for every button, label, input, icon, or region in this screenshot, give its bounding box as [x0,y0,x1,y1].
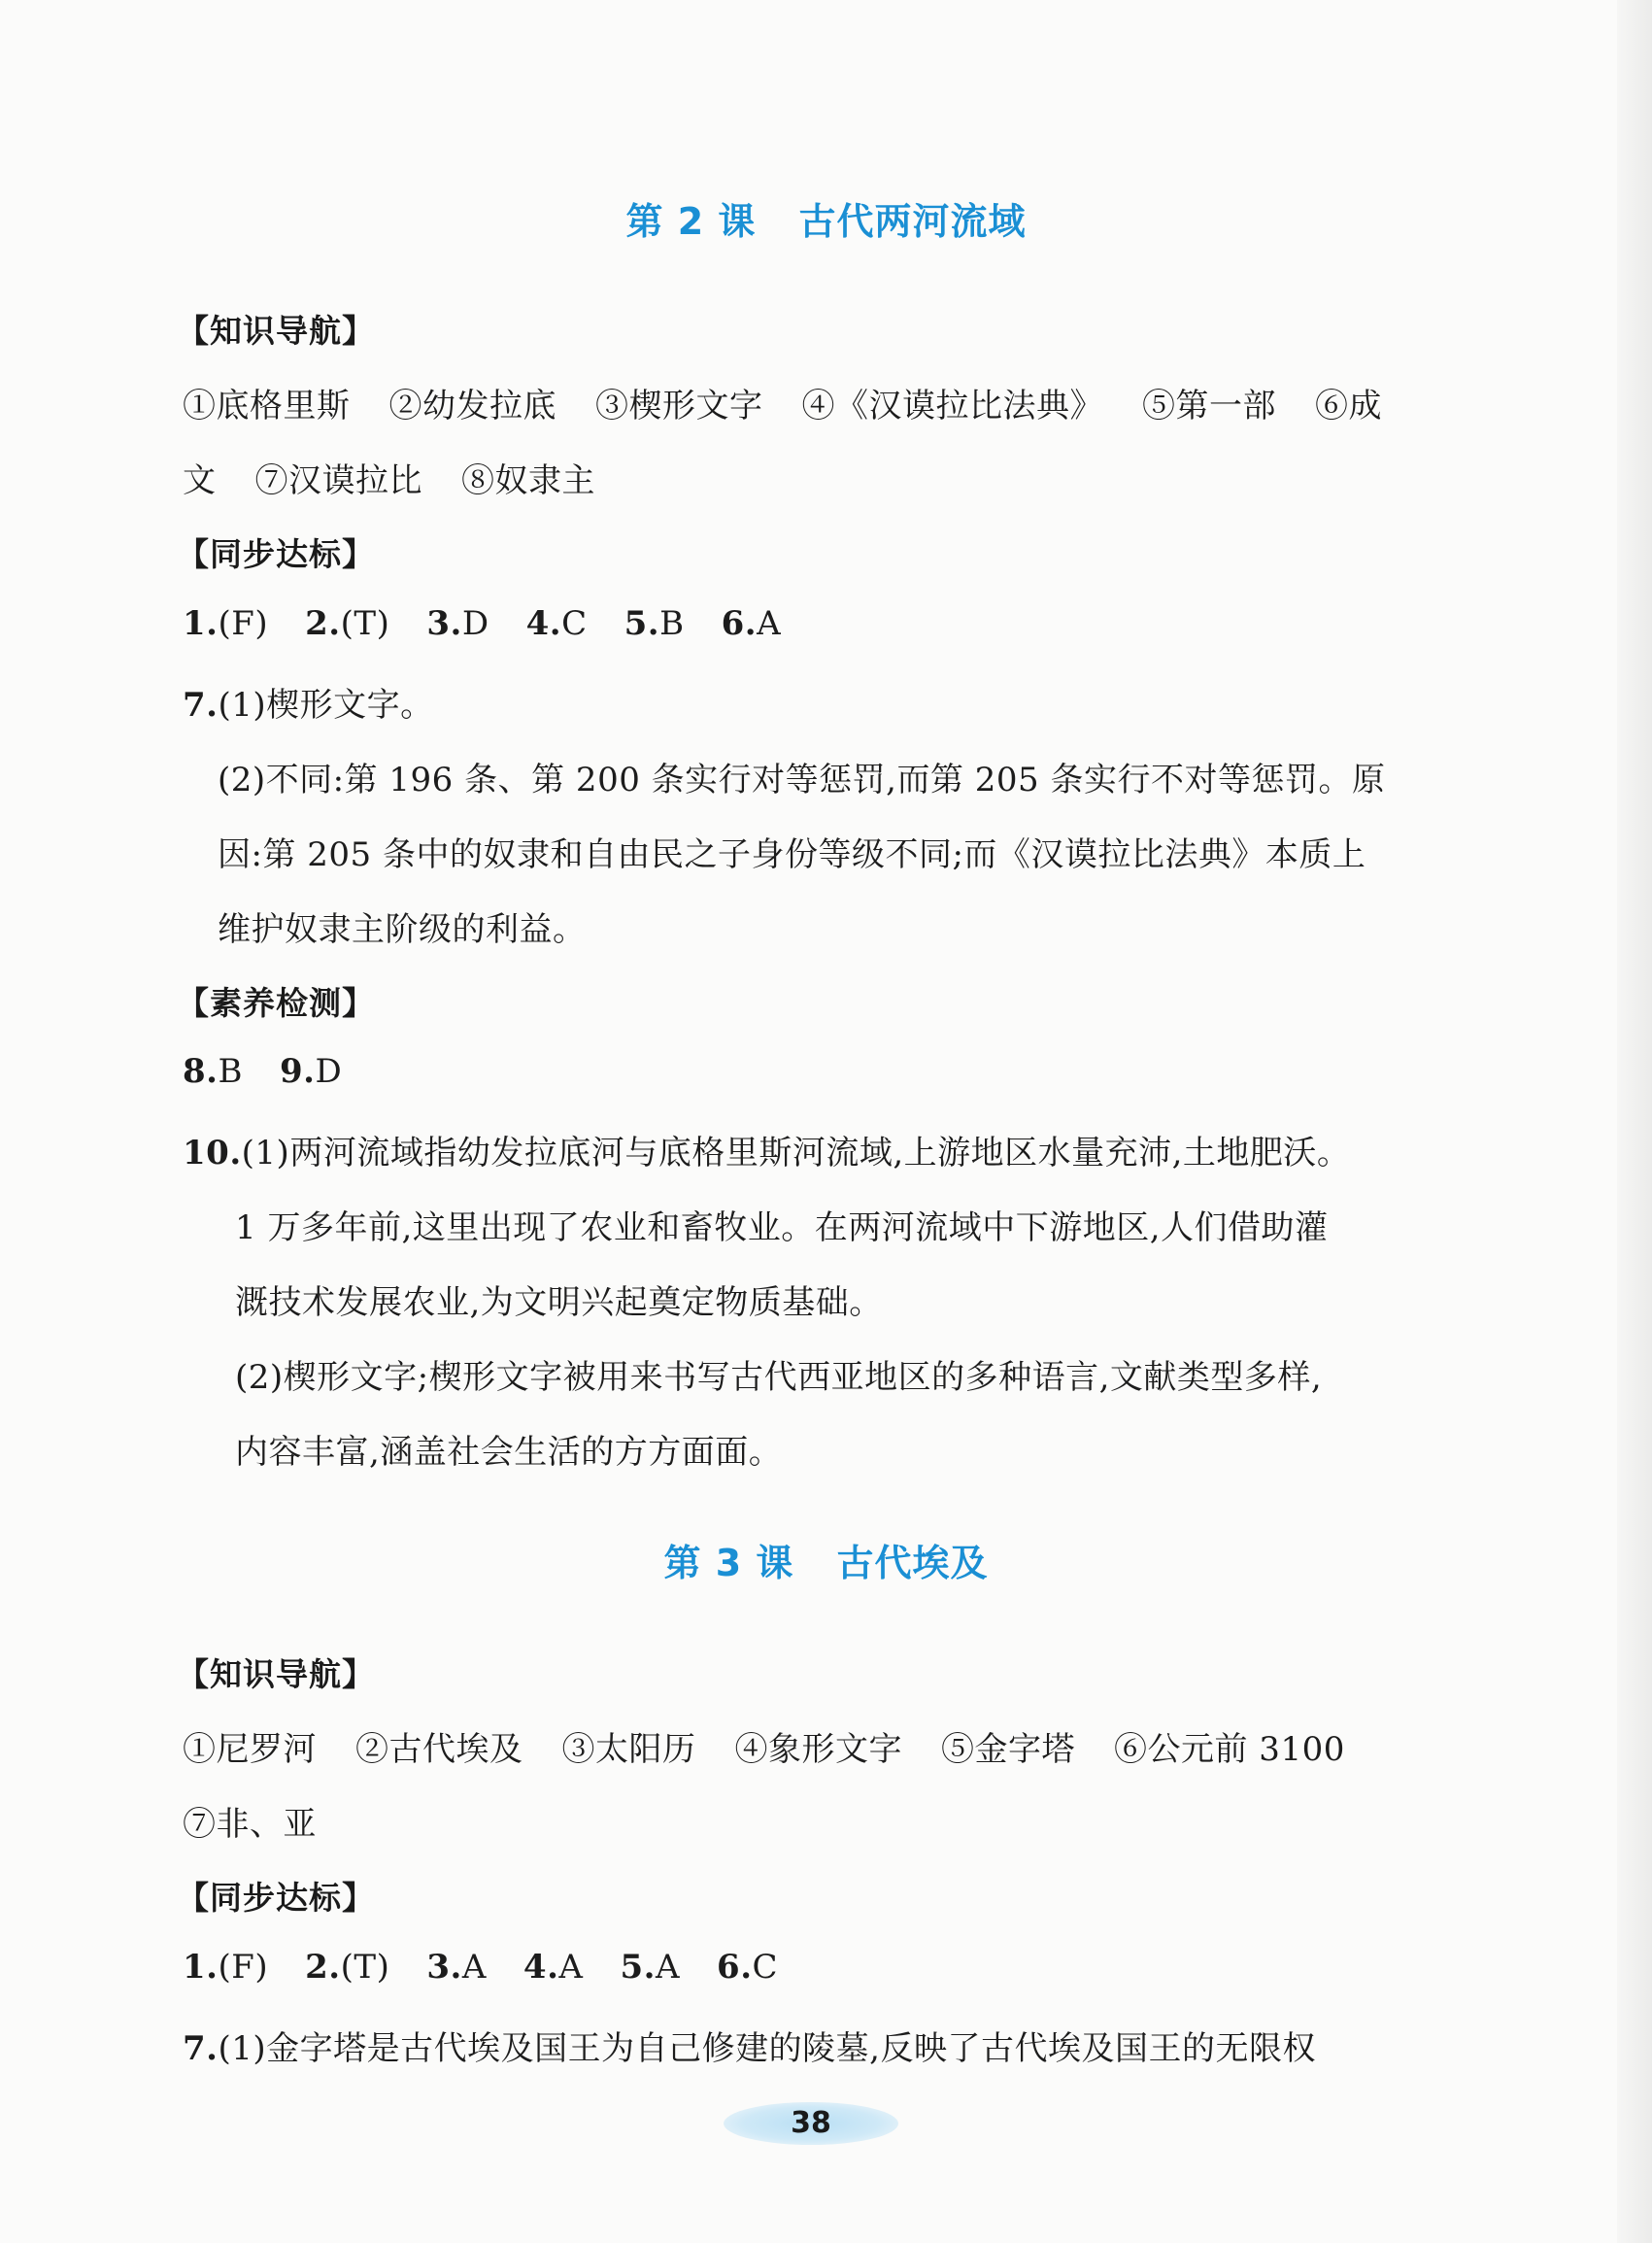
lesson-2-zhishi-line-2 [183,454,634,501]
lesson-2-zhishi-line-1 [183,379,1382,426]
lesson-3-q7-line-1: 7.(1)金字塔是古代埃及国王为自己修建的陵墓,反映了古代埃及国王的无限权 [183,2029,1316,2068]
answer-item: 2.(T) [305,1948,390,1987]
lesson-3-zhishi-line-2: ⑦非、亚 [183,1805,317,1844]
lesson-2-q7-line-4: 维护奴隶主阶级的利益。 [218,910,587,949]
list-item: ⑧奴隶主 [461,461,595,500]
page-number-badge: 38 [724,2102,898,2145]
lesson-2-q10-line-5: 内容丰富,涵盖社会生活的方方面面。 [235,1433,783,1472]
answer-item: 2.(T) [305,604,390,643]
answer-item: 6.C [717,1948,779,1987]
answer-item: 3.D [426,604,489,643]
list-item: ⑦汉谟拉比 [254,461,422,500]
answer-item: 5.B [624,604,685,643]
answer-item: 1.(F) [183,604,269,643]
lesson-2-number: 第 2 课 [625,200,757,243]
list-item: ④《汉谟拉比法典》 [801,387,1103,425]
lesson-2-q10-line-4: (2)楔形文字;楔形文字被用来书写古代西亚地区的多种语言,文献类型多样, [235,1358,1323,1397]
list-item: ⑥公元前 3100 [1114,1730,1345,1769]
lesson-2-q7-line-2: (2)不同:第 196 条、第 200 条实行对等惩罚,而第 205 条实行不对等惩罚。原 [218,761,1386,799]
answer-item: 1.(F) [183,1948,269,1987]
answer-item: 8.B [183,1052,243,1091]
answer-item: 9.D [280,1052,343,1091]
lesson-2-q10-line-2: 1 万多年前,这里出现了农业和畜牧业。在两河流域中下游地区,人们借助灌 [235,1208,1329,1247]
answer-item: 6.A [721,604,782,643]
lesson-3-zhishi-heading: 【知识导航】 [177,1655,375,1693]
lesson-3-tongbu-answers [183,1948,815,1987]
lesson-2-q7-line-3: 因:第 205 条中的奴隶和自由民之子身份等级不同;而《汉谟拉比法典》本质上 [218,835,1366,874]
list-item: ⑤金字塔 [941,1730,1075,1769]
answer-item: 5.A [620,1948,681,1987]
lesson-3-number: 第 3 课 [663,1542,794,1584]
page-edge-shadow [1617,0,1652,2243]
answer-item: 4.C [525,604,588,643]
list-item: ①尼罗河 [183,1730,317,1769]
lesson-2-q10-line-1: 10.(1)两河流域指幼发拉底河与底格里斯河流域,上游地区水量充沛,土地肥沃。 [183,1134,1351,1172]
answer-item: 4.A [523,1948,584,1987]
list-item: ③太阳历 [561,1730,696,1769]
lesson-2-suyang-heading: 【素养检测】 [177,984,375,1022]
lesson-3-name: 古代埃及 [836,1542,989,1584]
lesson-2-name: 古代两河流域 [798,200,1027,243]
lesson-2-q10-line-3: 溉技术发展农业,为文明兴起奠定物质基础。 [235,1283,883,1322]
list-item: ④象形文字 [734,1730,902,1769]
lesson-3-tongbu-heading: 【同步达标】 [177,1879,375,1917]
list-item: ③楔形文字 [595,387,763,425]
list-item: ②古代埃及 [355,1730,523,1769]
list-item: ①底格里斯 [183,387,351,425]
lesson-2-q7-line-1: 7.(1)楔形文字。 [183,686,434,725]
list-item: 文 [183,461,217,500]
lesson-2-zhishi-heading: 【知识导航】 [177,312,375,350]
lesson-3-zhishi-line-1 [183,1722,1345,1770]
list-item: ②幼发拉底 [388,387,556,425]
lesson-2-suyang-answers [183,1052,379,1091]
lesson-2-tongbu-heading: 【同步达标】 [177,535,375,573]
lesson-2-title [0,191,1652,245]
lesson-2-tongbu-answers [183,604,818,643]
answer-item: 3.A [426,1948,487,1987]
list-item: ⑥成 [1315,387,1382,425]
lesson-3-title [0,1533,1652,1586]
list-item: ⑤第一部 [1142,387,1276,425]
